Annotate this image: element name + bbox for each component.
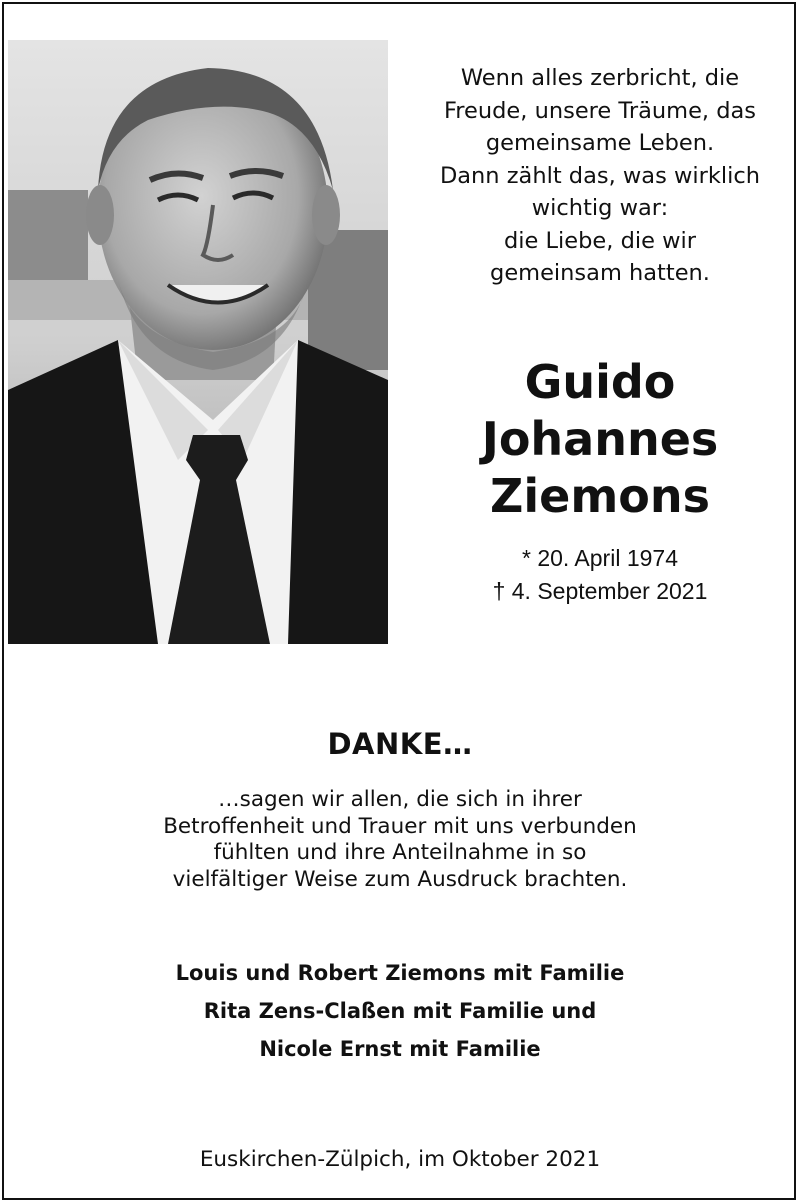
memorial-poem [405,62,795,290]
poem-line: wichtig war: [531,195,669,221]
message-line: vielfältiger Weise zum Ausdruck brachten. [172,866,628,892]
family-signers [0,954,800,1068]
thanks-message [0,787,800,893]
poem-line: gemeinsame Leben. [485,130,715,156]
message-line: fühlten und ihre Anteilnahme in so [213,840,587,865]
poem-line: die Liebe, die wir [503,227,697,254]
message-line: Betroffenheit und Trauer mit uns verbunden [163,813,637,839]
death-date: † 4. September 2021 [492,578,708,604]
place-and-date: Euskirchen-Zülpich, im Oktober 2021 [199,1147,601,1172]
middle-name: Johannes [481,412,719,466]
signer-line: Nicole Ernst mit Familie [259,1037,541,1061]
poem-line: Dann zählt das, was wirklich [439,162,761,189]
message-line: …sagen wir allen, die sich in ihrer [218,787,582,812]
poem-line: Freude, unsere Träume, das [443,97,757,124]
poem-line: gemeinsam hatten. [490,260,710,286]
portrait-photo [8,40,388,644]
birth-date: * 20. April 1974 [521,545,678,571]
thanks-heading: DANKE… [327,727,473,761]
poem-line: Wenn alles zerbricht, die [460,65,740,91]
signer-line: Louis und Robert Ziemons mit Familie [175,961,625,985]
last-name: Ziemons [490,469,710,523]
first-name: Guido [524,355,676,409]
life-dates [405,542,795,608]
deceased-name [405,354,795,525]
signer-line: Rita Zens-Claßen mit Familie und [203,999,597,1023]
